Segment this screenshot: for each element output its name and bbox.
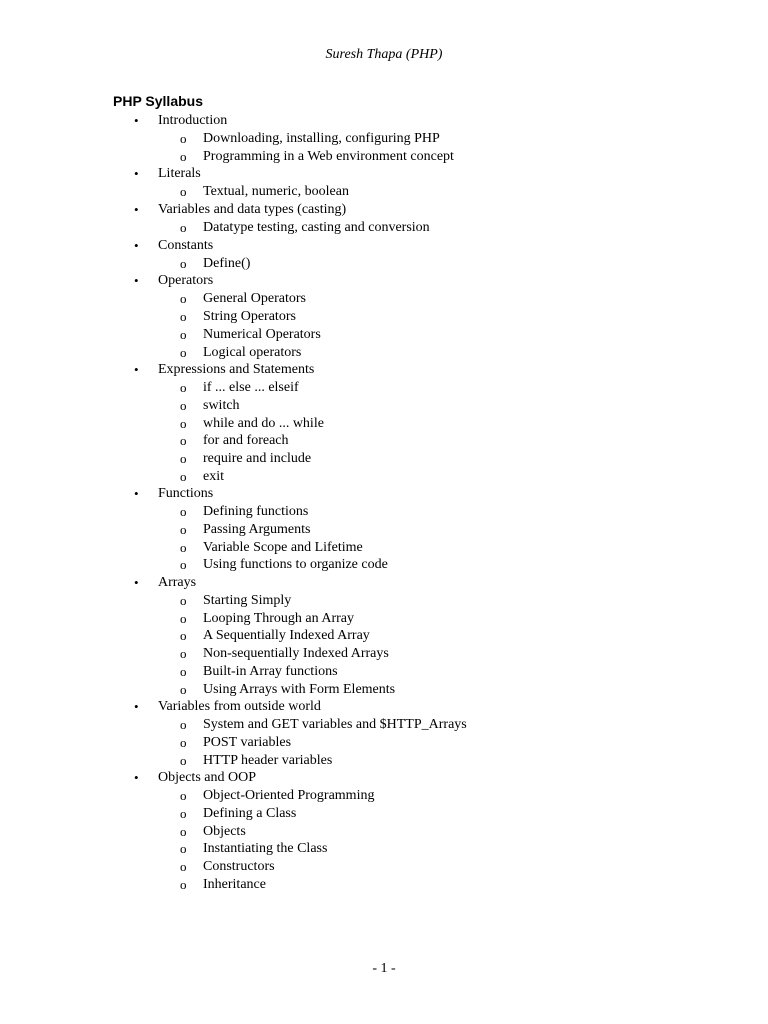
syllabus-subtopic [0, 308, 768, 326]
syllabus-subtopic [0, 344, 768, 362]
circle-bullet-icon: o [180, 788, 187, 804]
syllabus-subtopic [0, 326, 768, 344]
subtopic-label: Defining functions [203, 504, 309, 520]
subtopic-label: Numerical Operators [203, 326, 321, 342]
topic-label: Operators [158, 273, 214, 289]
circle-bullet-icon: o [180, 433, 187, 449]
subtopic-label: System and GET variables and $HTTP_Arrays [203, 717, 467, 733]
subtopic-label: Datatype testing, casting and conversion [203, 220, 430, 236]
syllabus-topic [0, 769, 768, 787]
subtopic-label: Instantiating the Class [203, 841, 328, 857]
subtopic-label: require and include [203, 450, 312, 466]
circle-bullet-icon: o [180, 326, 187, 342]
subtopic-label: POST variables [203, 734, 292, 750]
bullet-icon: • [134, 273, 139, 289]
circle-bullet-icon: o [180, 610, 187, 626]
subtopic-label: Textual, numeric, boolean [203, 184, 349, 200]
syllabus-subtopic [0, 876, 768, 894]
subtopic-label: if ... else ... elseif [203, 380, 299, 396]
syllabus-subtopic [0, 752, 768, 770]
syllabus-topic [0, 165, 768, 183]
bullet-icon: • [134, 770, 139, 786]
syllabus-topic [0, 485, 768, 503]
topic-label: Functions [158, 486, 214, 502]
circle-bullet-icon: o [180, 593, 187, 609]
subtopic-label: Constructors [203, 859, 275, 874]
page-header: Suresh Thapa (PHP) [325, 47, 443, 62]
circle-bullet-icon: o [180, 184, 187, 200]
subtopic-label: Using functions to organize code [203, 557, 388, 573]
subtopic-label: HTTP header variables [203, 752, 333, 768]
syllabus-topic [0, 112, 768, 130]
circle-bullet-icon: o [180, 557, 187, 573]
syllabus-subtopic [0, 415, 768, 433]
syllabus-subtopic [0, 663, 768, 681]
circle-bullet-icon: o [180, 131, 187, 146]
subtopic-label: Built-in Array functions [203, 663, 338, 679]
subtopic-label: Inheritance [203, 876, 266, 892]
circle-bullet-icon: o [180, 859, 187, 874]
subtopic-label: Logical operators [203, 344, 302, 360]
circle-bullet-icon: o [180, 539, 187, 555]
syllabus-subtopic [0, 397, 768, 415]
syllabus-topic [0, 272, 768, 290]
page-number: - 1 - [372, 961, 396, 976]
syllabus-subtopic [0, 432, 768, 450]
topic-label: Objects and OOP [158, 770, 256, 786]
syllabus-topic [0, 574, 768, 592]
syllabus-subtopic [0, 468, 768, 486]
circle-bullet-icon: o [180, 646, 187, 662]
syllabus-subtopic [0, 379, 768, 397]
subtopic-label: Passing Arguments [203, 522, 311, 537]
syllabus-list [0, 112, 768, 893]
circle-bullet-icon: o [180, 344, 187, 360]
subtopic-label: String Operators [203, 309, 296, 325]
subtopic-label: Programming in a Web environment concept [203, 148, 454, 164]
syllabus-subtopic [0, 148, 768, 166]
circle-bullet-icon: o [180, 380, 187, 396]
syllabus-subtopic [0, 610, 768, 628]
bullet-icon: • [134, 575, 139, 591]
syllabus-subtopic [0, 503, 768, 521]
subtopic-label: Define() [203, 255, 251, 271]
circle-bullet-icon: o [180, 291, 187, 307]
subtopic-label: Starting Simply [203, 593, 292, 609]
circle-bullet-icon: o [180, 681, 187, 697]
syllabus-subtopic [0, 521, 768, 539]
circle-bullet-icon: o [180, 522, 187, 537]
circle-bullet-icon: o [180, 823, 187, 839]
topic-label: Introduction [158, 113, 228, 128]
syllabus-topic [0, 361, 768, 379]
syllabus-subtopic [0, 130, 768, 148]
subtopic-label: Variable Scope and Lifetime [203, 539, 363, 555]
syllabus-subtopic [0, 805, 768, 823]
syllabus-topic [0, 201, 768, 219]
subtopic-label: A Sequentially Indexed Array [203, 628, 370, 644]
syllabus-subtopic [0, 183, 768, 201]
bullet-icon: • [134, 113, 139, 128]
syllabus-subtopic [0, 627, 768, 645]
subtopic-label: while and do ... while [203, 415, 324, 431]
circle-bullet-icon: o [180, 841, 187, 857]
syllabus-subtopic [0, 290, 768, 308]
subtopic-label: Object-Oriented Programming [203, 788, 375, 804]
topic-label: Expressions and Statements [158, 362, 315, 378]
subtopic-label: for and foreach [203, 433, 289, 449]
bullet-icon: • [134, 699, 139, 715]
circle-bullet-icon: o [180, 805, 187, 821]
circle-bullet-icon: o [180, 220, 187, 236]
circle-bullet-icon: o [180, 504, 187, 520]
syllabus-subtopic [0, 840, 768, 858]
document-title: PHP Syllabus [113, 93, 204, 109]
syllabus-subtopic [0, 255, 768, 273]
subtopic-label: Objects [203, 823, 246, 839]
syllabus-topic [0, 237, 768, 255]
subtopic-label: Defining a Class [203, 805, 297, 821]
subtopic-label: Looping Through an Array [203, 610, 354, 626]
subtopic-label: exit [203, 468, 224, 484]
syllabus-topic [0, 698, 768, 716]
syllabus-subtopic [0, 716, 768, 734]
bullet-icon: • [134, 202, 139, 218]
syllabus-subtopic [0, 539, 768, 557]
circle-bullet-icon: o [180, 876, 187, 892]
syllabus-subtopic [0, 592, 768, 610]
subtopic-label: General Operators [203, 291, 307, 307]
syllabus-subtopic [0, 681, 768, 699]
bullet-icon: • [134, 486, 139, 502]
topic-label: Variables and data types (casting) [158, 202, 347, 218]
syllabus-subtopic [0, 450, 768, 468]
topic-label: Arrays [158, 575, 197, 591]
subtopic-label: Downloading, installing, configuring PHP [203, 131, 440, 146]
circle-bullet-icon: o [180, 628, 187, 644]
syllabus-subtopic [0, 823, 768, 841]
syllabus-subtopic [0, 787, 768, 805]
syllabus-subtopic [0, 219, 768, 237]
circle-bullet-icon: o [180, 752, 187, 768]
circle-bullet-icon: o [180, 415, 187, 431]
topic-label: Variables from outside world [158, 699, 321, 715]
syllabus-subtopic [0, 645, 768, 663]
topic-label: Literals [158, 166, 201, 182]
circle-bullet-icon: o [180, 397, 187, 413]
circle-bullet-icon: o [180, 717, 187, 733]
circle-bullet-icon: o [180, 148, 187, 164]
bullet-icon: • [134, 166, 139, 182]
bullet-icon: • [134, 237, 139, 253]
syllabus-subtopic [0, 556, 768, 574]
subtopic-label: Non-sequentially Indexed Arrays [203, 646, 389, 662]
circle-bullet-icon: o [180, 255, 187, 271]
syllabus-subtopic [0, 858, 768, 876]
syllabus-subtopic [0, 734, 768, 752]
circle-bullet-icon: o [180, 450, 187, 466]
circle-bullet-icon: o [180, 468, 187, 484]
circle-bullet-icon: o [180, 734, 187, 750]
subtopic-label: Using Arrays with Form Elements [203, 681, 396, 697]
bullet-icon: • [134, 362, 139, 378]
subtopic-label: switch [203, 397, 240, 413]
circle-bullet-icon: o [180, 309, 187, 325]
topic-label: Constants [158, 237, 214, 253]
circle-bullet-icon: o [180, 663, 187, 679]
